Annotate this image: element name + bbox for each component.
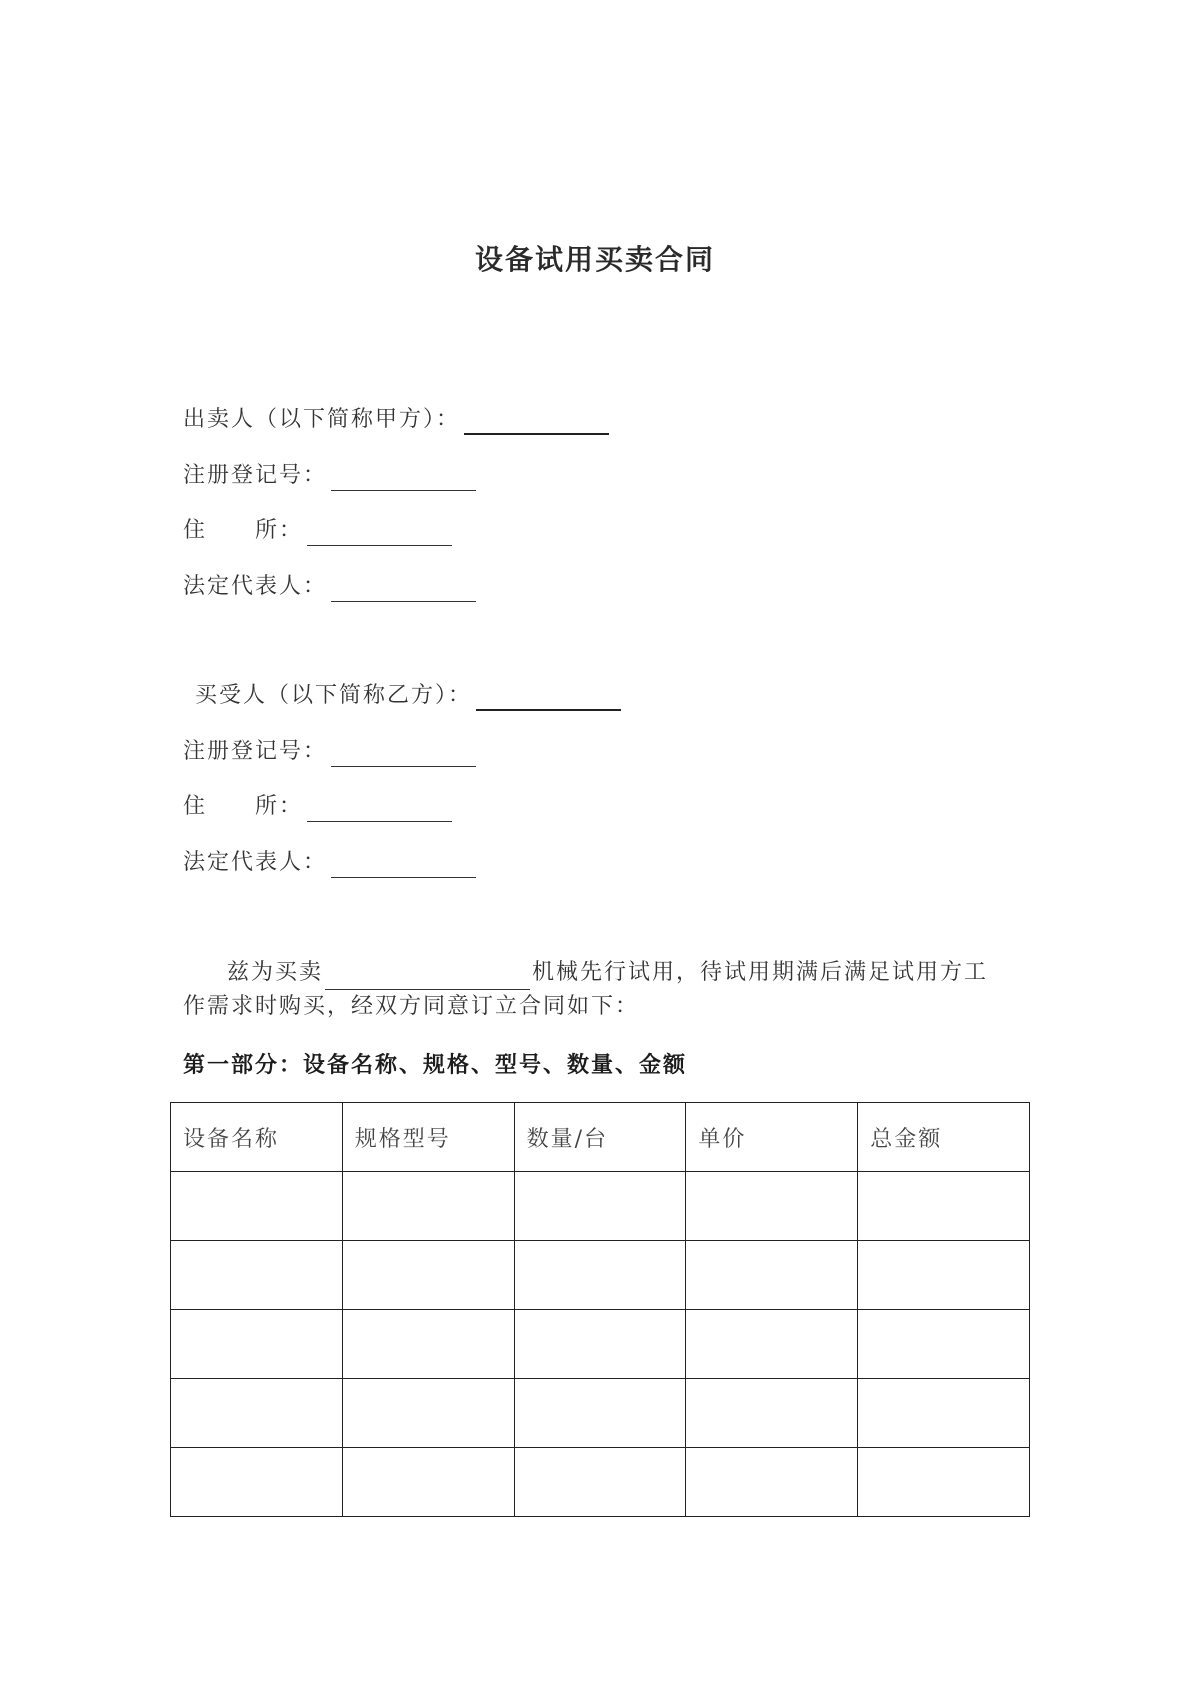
table-header-cell: 总金额 bbox=[858, 1103, 1030, 1172]
buyer-reg-label: 注册登记号： bbox=[183, 739, 328, 764]
table-row bbox=[171, 1310, 1030, 1379]
intro-paragraph bbox=[183, 956, 1013, 1024]
equipment-table bbox=[170, 1102, 1030, 1517]
seller-address-field bbox=[183, 516, 452, 546]
intro-suffix: 机械先行试用，待试用期满后满足试用方工 bbox=[532, 960, 989, 985]
buyer-party-label: 买受人（以下简称乙方）： bbox=[195, 683, 473, 708]
buyer-rep-label: 法定代表人： bbox=[183, 850, 328, 875]
seller-reg-blank[interactable] bbox=[331, 466, 476, 491]
seller-address-blank[interactable] bbox=[307, 521, 452, 546]
buyer-party-field bbox=[195, 681, 621, 711]
table-cell[interactable] bbox=[171, 1172, 343, 1241]
table-cell[interactable] bbox=[171, 1241, 343, 1310]
table-cell[interactable] bbox=[514, 1310, 686, 1379]
table-cell[interactable] bbox=[342, 1172, 514, 1241]
seller-rep-blank[interactable] bbox=[331, 577, 476, 602]
table-cell[interactable] bbox=[686, 1448, 858, 1517]
table-cell[interactable] bbox=[858, 1379, 1030, 1448]
seller-party-field bbox=[183, 405, 609, 435]
table-cell[interactable] bbox=[514, 1172, 686, 1241]
intro-prefix: 兹为买卖 bbox=[227, 960, 324, 985]
seller-party-label: 出卖人（以下简称甲方）： bbox=[183, 407, 461, 432]
table-cell[interactable] bbox=[342, 1241, 514, 1310]
table-cell[interactable] bbox=[342, 1379, 514, 1448]
equipment-name-blank[interactable] bbox=[325, 965, 530, 990]
table-cell[interactable] bbox=[171, 1379, 343, 1448]
buyer-reg-blank[interactable] bbox=[331, 742, 476, 767]
table-cell[interactable] bbox=[514, 1448, 686, 1517]
seller-reg-label: 注册登记号： bbox=[183, 463, 328, 488]
table-row bbox=[171, 1241, 1030, 1310]
seller-rep-label: 法定代表人： bbox=[183, 574, 328, 599]
table-cell[interactable] bbox=[342, 1310, 514, 1379]
intro-line-1 bbox=[183, 956, 1013, 990]
table-row bbox=[171, 1448, 1030, 1517]
table-header-row bbox=[171, 1103, 1030, 1172]
table-cell[interactable] bbox=[858, 1172, 1030, 1241]
table-cell[interactable] bbox=[686, 1310, 858, 1379]
seller-rep-field bbox=[183, 572, 476, 602]
buyer-rep-field bbox=[183, 848, 476, 878]
table-cell[interactable] bbox=[514, 1379, 686, 1448]
buyer-address-field bbox=[183, 792, 452, 822]
table-cell[interactable] bbox=[686, 1241, 858, 1310]
intro-line-2: 作需求时购买，经双方同意订立合同如下： bbox=[183, 994, 640, 1019]
table-header-cell: 设备名称 bbox=[171, 1103, 343, 1172]
seller-party-blank[interactable] bbox=[464, 409, 609, 435]
buyer-address-blank[interactable] bbox=[307, 797, 452, 822]
table-row bbox=[171, 1172, 1030, 1241]
table-cell[interactable] bbox=[686, 1379, 858, 1448]
table-cell[interactable] bbox=[171, 1310, 343, 1379]
buyer-rep-blank[interactable] bbox=[331, 853, 476, 878]
table-cell[interactable] bbox=[858, 1241, 1030, 1310]
document-title: 设备试用买卖合同 bbox=[474, 243, 715, 276]
seller-reg-field bbox=[183, 461, 476, 491]
table-cell[interactable] bbox=[171, 1448, 343, 1517]
table-header-cell: 规格型号 bbox=[342, 1103, 514, 1172]
buyer-party-blank[interactable] bbox=[476, 685, 621, 711]
table-cell[interactable] bbox=[342, 1448, 514, 1517]
section-1-heading: 第一部分：设备名称、规格、型号、数量、金额 bbox=[183, 1052, 688, 1078]
table-cell[interactable] bbox=[858, 1310, 1030, 1379]
table-cell[interactable] bbox=[686, 1172, 858, 1241]
table-header-cell: 数量/台 bbox=[514, 1103, 686, 1172]
buyer-address-label: 住 所： bbox=[183, 794, 304, 819]
table-cell[interactable] bbox=[858, 1448, 1030, 1517]
seller-address-label: 住 所： bbox=[183, 518, 304, 543]
table-body bbox=[171, 1172, 1030, 1517]
table-row bbox=[171, 1379, 1030, 1448]
buyer-reg-field bbox=[183, 737, 476, 767]
table-cell[interactable] bbox=[514, 1241, 686, 1310]
table-header-cell: 单价 bbox=[686, 1103, 858, 1172]
